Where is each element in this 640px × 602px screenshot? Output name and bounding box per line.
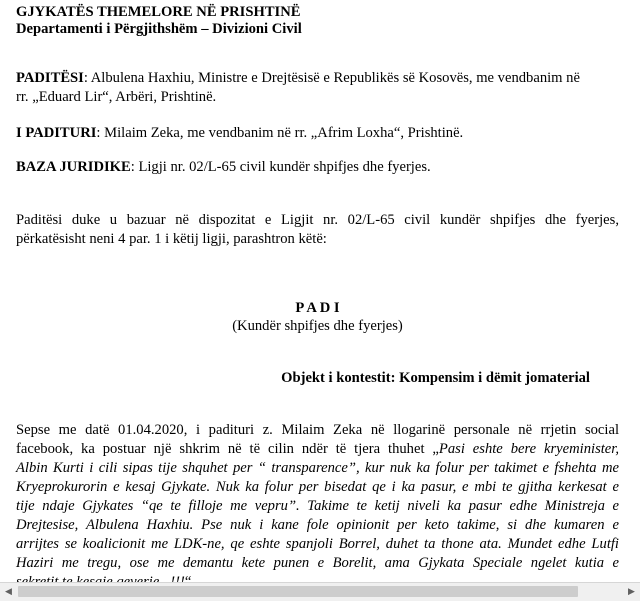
body-line-2-quote: Pasi eshte bere kryeminister, xyxy=(438,441,619,457)
body-line-1: Sepse me datë 01.04.2020, i padituri z. Milaim Zeka në llogarinë personale në rrjetin social xyxy=(16,422,619,438)
body-line-8: Haziri me tregu, ose me demantu kete punen e Borelit, ama Gjykata Speciale ngelet kutia e xyxy=(16,555,619,571)
defendant-line xyxy=(16,124,463,143)
legal-basis-line xyxy=(16,158,431,177)
body-line-5: tije ndaje Gjykates “qe te filloje me vepru”. Takime te ketij niveli ka pasur edhe Ministreja e xyxy=(16,498,619,514)
legal-basis-text: : Ligji nr. 02/L-65 civil kundër shpifjes dhe fyerjes. xyxy=(130,159,431,175)
intro-line-1: Paditësi duke u bazuar në dispozitat e Ligjit nr. 02/L-65 civil kundër shpifjes dhe fyerjes, xyxy=(16,212,619,228)
scrollbar-thumb[interactable] xyxy=(18,586,578,597)
court-name: GJYKATËS THEMELORE NË PRISHTINË xyxy=(16,4,301,20)
object-of-dispute: Objekt i kontestit: Kompensim i dëmit jomaterial xyxy=(281,370,590,386)
body-line-7: arrijtes se koalicionit me LDK-ne, qe eshte spanjoli Borrel, duhet ta thone ata. Mundet edhe Lutfi xyxy=(16,536,619,552)
lawsuit-subtitle: (Kundër shpifjes dhe fyerjes) xyxy=(232,318,403,334)
body-line-3: Albin Kurti i cili sipas tije shquhet per “ transparence”, kur nuk ka folur per takimet e fshehta me xyxy=(16,460,619,476)
scroll-right-icon[interactable]: ▶ xyxy=(628,586,635,597)
defendant-text: : Milaim Zeka, me vendbanim në rr. „Afrim Loxha“, Prishtinë. xyxy=(96,125,464,141)
plaintiff-label: PADITËSI xyxy=(16,70,84,86)
department-name: Departamenti i Përgjithshëm – Divizioni Civil xyxy=(16,21,302,37)
body-line-6: Drejtesise, Albulena Haxhiu. Pse nuk i kane fole opinionit per keto takime, si dhe kumaren e xyxy=(16,517,619,533)
plaintiff-line-2: rr. „Eduard Lir“, Arbëri, Prishtinë. xyxy=(16,89,217,105)
lawsuit-title: P A D I xyxy=(295,300,340,316)
defendant-label: I PADITURI xyxy=(16,125,97,141)
body-line-4: Kryeprokurorin e kesaj Gjykate. Nuk ka folur per bisedat qe i ka pasur, e mbi te gjitha kerkesat e xyxy=(16,479,619,495)
legal-basis-label: BAZA JURIDIKE xyxy=(16,159,131,175)
intro-line-2: përkatësisht neni 4 par. 1 i këtij ligji, parashtron këtë: xyxy=(16,231,327,247)
plaintiff-text: : Albulena Haxhiu, Ministre e Drejtësisë e Republikës së Kosovës, me vendbanim në xyxy=(83,70,580,86)
scroll-left-icon[interactable]: ◀ xyxy=(5,586,12,597)
body-line-2-plain: facebook, ka postuar një shkrim në të cilin ndër të tjera thuhet „ xyxy=(16,441,439,457)
body-line-2 xyxy=(16,440,619,459)
horizontal-scrollbar[interactable] xyxy=(0,582,640,601)
plaintiff-line-1 xyxy=(16,69,580,88)
